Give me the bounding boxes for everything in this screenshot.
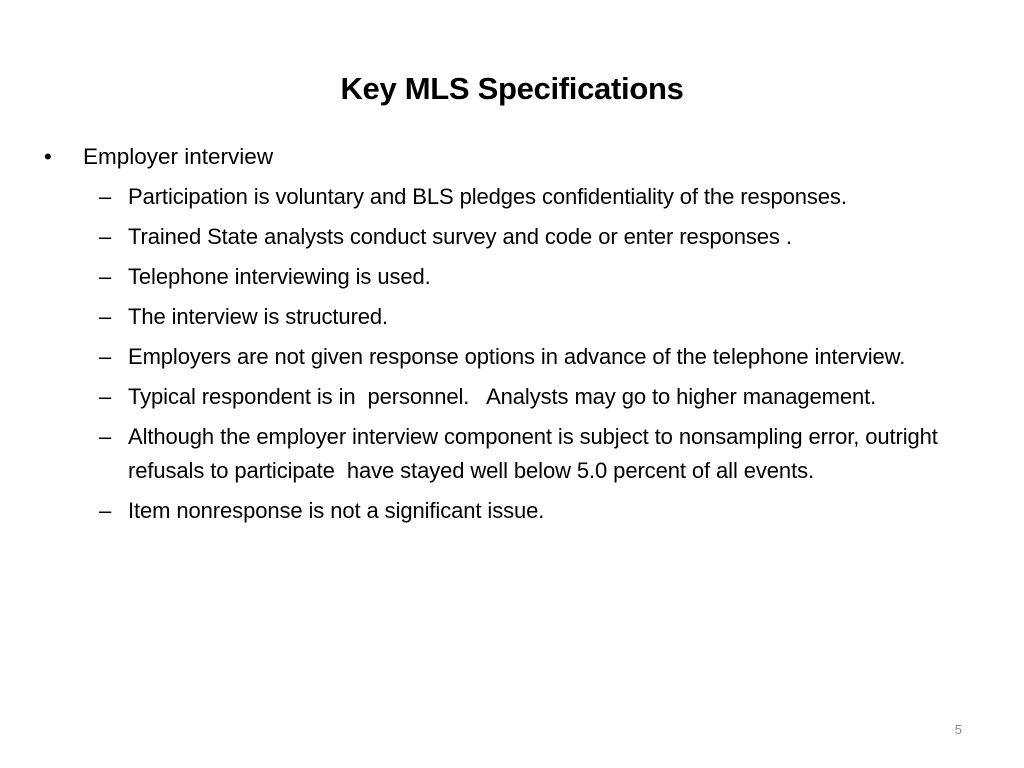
- sub-bullet-response-options: [44, 340, 964, 374]
- slide-body: [44, 139, 964, 534]
- sub-bullet-text: Typical respondent is in personnel. Analysts may go to higher management.: [128, 384, 877, 409]
- dash-marker: –: [99, 344, 112, 369]
- sub-bullet-respondent: [44, 380, 964, 414]
- sub-bullet-text: Telephone interviewing is used.: [128, 264, 431, 289]
- sub-bullet-nonsampling-error: [44, 420, 964, 488]
- dash-marker: –: [99, 424, 112, 449]
- dash-marker: –: [99, 224, 112, 249]
- sub-bullet-text: Although the employer interview component is subject to nonsampling error, outright refusals to participate have stayed well below 5.0 percent of all events.: [128, 424, 944, 483]
- sub-bullet-text: Trained State analysts conduct survey and code or enter responses .: [128, 224, 792, 249]
- sub-bullet-telephone: [44, 260, 964, 294]
- page-number: 5: [954, 722, 962, 737]
- sub-bullet-text: Employers are not given response options in advance of the telephone interview.: [128, 344, 906, 369]
- bullet-marker: •: [44, 144, 52, 169]
- slide-title: Key MLS Specifications: [340, 71, 684, 106]
- dash-marker: –: [99, 384, 112, 409]
- sub-bullet-trained-analysts: [44, 220, 964, 254]
- dash-marker: –: [99, 498, 112, 523]
- bullet-text: Employer interview: [83, 144, 274, 169]
- dash-marker: –: [99, 264, 112, 289]
- sub-bullet-item-nonresponse: [44, 494, 964, 528]
- sub-bullet-participation: [44, 180, 964, 214]
- sub-bullet-structured: [44, 300, 964, 334]
- sub-bullet-text: Participation is voluntary and BLS pledges confidentiality of the responses.: [128, 184, 847, 209]
- bullet-employer-interview: [44, 139, 964, 174]
- dash-marker: –: [99, 304, 112, 329]
- sub-bullet-list: [44, 180, 964, 528]
- sub-bullet-text: The interview is structured.: [128, 304, 389, 329]
- sub-bullet-text: Item nonresponse is not a significant issue.: [128, 498, 545, 523]
- dash-marker: –: [99, 184, 112, 209]
